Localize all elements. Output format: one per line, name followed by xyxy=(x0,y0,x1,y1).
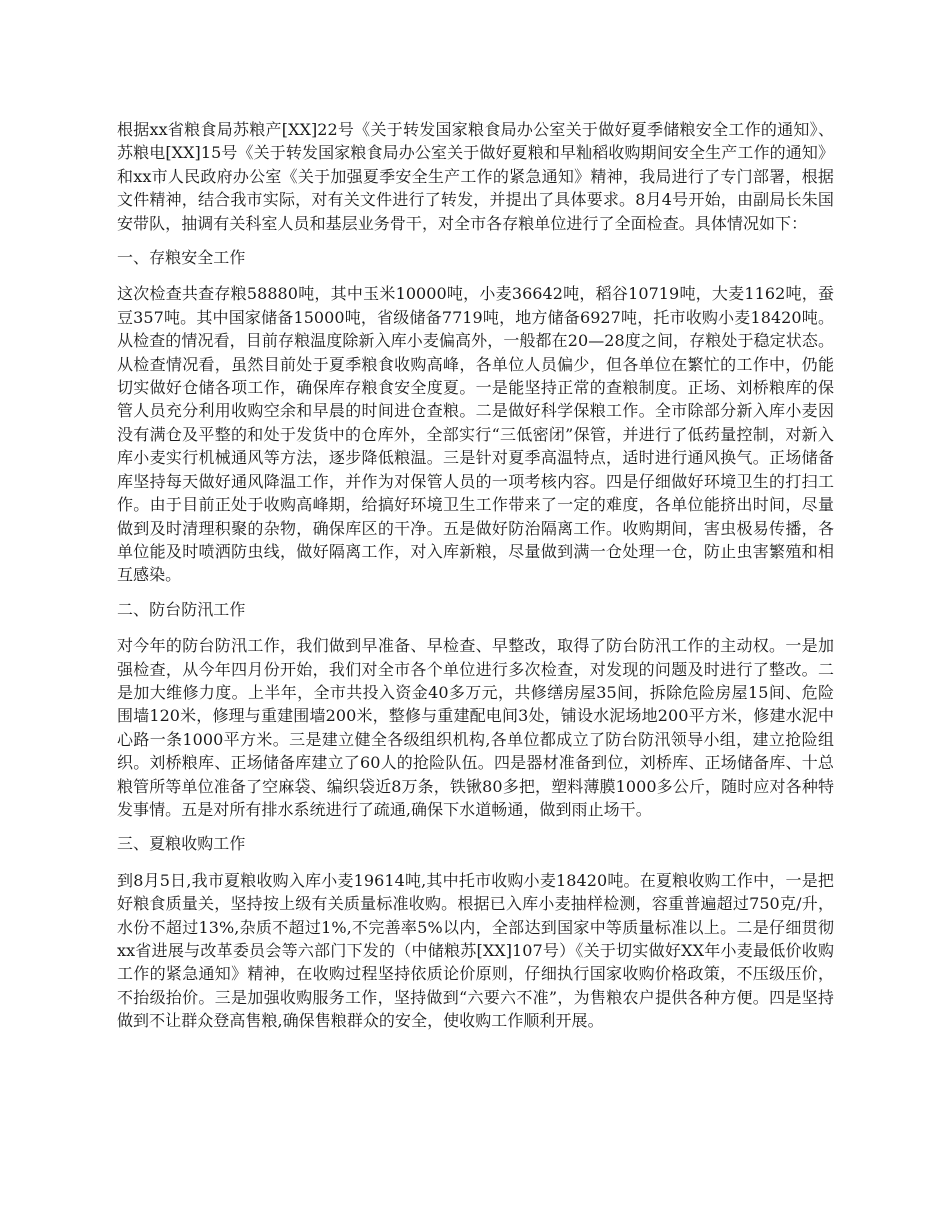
section-heading-flood-control: 二、防台防汛工作 xyxy=(117,599,246,619)
intro-paragraph: 根据xx省粮食局苏粮产[XX]22号《关于转发国家粮食局办公室关于做好夏季储粮安全工作的通知》、苏粮电[XX]15号《关于转发国家粮食局办公室关于做好夏粮和早籼稻收购期间安全生产工作的通知》和xx市人民政府办公室《关于加强夏季安全生产工作的紧急通知》精神，我局进行了专门部署，根据文件精神，结合我市实际，对有关文件进行了转发，并提出了具体要求。8月4号开始，由副局长朱国安带队，抽调有关科室人员和基层业务骨干，对全市各存粮单位进行了全面检查。具体情况如下： xyxy=(117,120,834,233)
section-body-summer-purchase: 到8月5日,我市夏粮收购入库小麦19614吨,其中托市收购小麦18420吨。在夏粮收购工作中，一是把好粮食质量关，坚持按上级有关质量标准收购。根据已入库小麦抽样检测，容重普遍超过750克/升，水份不超过13%,杂质不超过1%,不完善率5%以内，全部达到国家中等质量标准以上。二是仔细贯彻xx省进展与改革委员会等六部门下发的（中储粮苏[XX]107号）《关于切实做好XX年小麦最低价收购工作的紧急通知》精神，在收购过程坚持依质论价原则，仔细执行国家收购价格政策，不压级压价，不抬级抬价。三是加强收购服务工作，坚持做到“六要六不准”，为售粮农户提供各种方便。四是坚持做到不让群众登高售粮,确保售粮群众的安全，使收购工作顺利开展。 xyxy=(117,870,834,1031)
section-body-grain-safety: 这次检查共查存粮58880吨，其中玉米10000吨，小麦36642吨，稻谷10719吨，大麦1162吨，蚕豆357吨。其中国家储备15000吨，省级储备7719吨，地方储备6927吨，托市收购小麦18420吨。从检查的情况看，目前存粮温度除新入库小麦偏高外，一般都在20—28度之间，存粮处于稳定状态。从检查情况看，虽然目前处于夏季粮食收购高峰，各单位人员偏少，但各单位在繁忙的工作中，仍能切实做好仓储各项工作，确保库存粮食安全度夏。一是能坚持正常的查粮制度。正场、刘桥粮库的保管人员充分利用收购空余和早晨的时间进仓查粮。二是做好科学保粮工作。全市除部分新入库小麦因没有满仓及平整的和处于发货中的仓库外，全部实行“三低密闭”保管，并进行了低药量控制，对新入库小麦实行机械通风等方法，逐步降低粮温。三是针对夏季高温特点，适时进行通风换气。正场储备库坚持每天做好通风降温工作，并作为对保管人员的一项考核内容。四是仔细做好环境卫生的打扫工作。由于目前正处于收购高峰期，给搞好环境卫生工作带来了一定的难度，各单位能挤出时间，尽量做到及时清理积聚的杂物，确保库区的干净。五是做好防治隔离工作。收购期间，害虫极易传播，各单位能及时喷洒防虫线，做好隔离工作，对入库新粮，尽量做到满一仓处理一仓，防止虫害繁殖和相互感染。 xyxy=(117,284,834,585)
section-body-flood-control: 对今年的防台防汛工作，我们做到早准备、早检查、早整改，取得了防台防汛工作的主动权。一是加强检查，从今年四月份开始，我们对全市各个单位进行多次检查，对发现的问题及时进行了整改。二是加大维修力度。上半年，全市共投入资金40多万元，共修缮房屋35间，拆除危险房屋15间、危险围墙120米，修理与重建围墙200米，整修与重建配电间3处，铺设水泥场地200平方米，修建水泥中心路一条1000平方米。三是建立健全各级组织机构,各单位都成立了防台防汛领导小组，建立抢险组织。刘桥粮库、正场储备库建立了60人的抢险队伍。四是器材准备到位，刘桥库、正场储备库、十总粮管所等单位准备了空麻袋、编织袋近8万条，铁锹80多把，塑料薄膜1000多公斤，随时应对各种特发事情。五是对所有排水系统进行了疏通,确保下水道畅通，做到雨止场干。 xyxy=(117,636,834,819)
section-heading-grain-safety: 一、存粮安全工作 xyxy=(117,248,246,268)
section-heading-summer-purchase: 三、夏粮收购工作 xyxy=(117,834,246,854)
